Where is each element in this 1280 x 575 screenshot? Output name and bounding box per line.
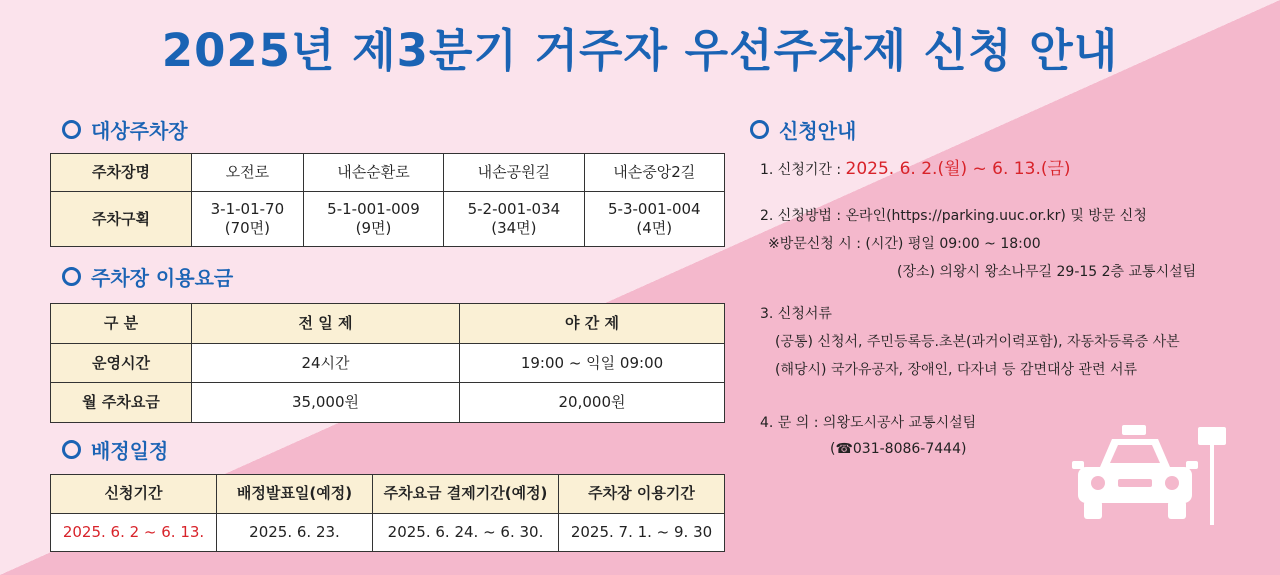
table-header-cell: 야 간 제: [460, 304, 725, 344]
lot-count: (34면): [491, 219, 537, 237]
lot-code: 5-1-001-009: [327, 200, 420, 219]
table-cell: 35,000원: [192, 383, 460, 423]
visit-time-line: ※방문신청 시 : (시간) 평일 09:00 ~ 18:00: [768, 236, 1041, 252]
table-header-cell: 월 주차요금: [51, 383, 192, 423]
apply-period-label: 1. 신청기간 :: [760, 162, 842, 178]
table-row: [51, 383, 725, 423]
parking-lot-table: [50, 153, 725, 247]
lot-space-cell: [303, 192, 443, 247]
table-header-cell: 신청기간: [51, 475, 217, 514]
circle-bullet-icon: [750, 120, 769, 139]
schedule-table: [50, 474, 725, 552]
schedule-use-period: 2025. 7. 1. ~ 9. 30: [559, 513, 725, 552]
lot-space-cell: [444, 192, 584, 247]
section-heading-schedule-label: 배정일정: [91, 439, 169, 463]
lot-space-cell: [584, 192, 724, 247]
table-header-cell: 주차장명: [51, 154, 192, 192]
table-row: [51, 513, 725, 552]
contact-line: 4. 문 의 : 의왕도시공사 교통시설팀: [760, 415, 977, 431]
schedule-apply-period: 2025. 6. 2 ~ 6. 13.: [51, 513, 217, 552]
section-heading-parking-label: 대상주차장: [91, 119, 188, 143]
circle-bullet-icon: [62, 120, 81, 139]
visit-place-line: (장소) 의왕시 왕소나무길 29-15 2층 교통시설팀: [897, 264, 1197, 280]
circle-bullet-icon: [62, 267, 81, 286]
table-header-cell: 주차구획: [51, 192, 192, 247]
section-heading-fee-label: 주차장 이용요금: [91, 266, 234, 290]
table-cell: 19:00 ~ 익일 09:00: [460, 343, 725, 383]
section-heading-parking: [62, 115, 188, 144]
apply-period-line: [760, 154, 1071, 179]
table-header-cell: 주차요금 결제기간(예정): [373, 475, 559, 514]
table-header-cell: 전 일 제: [192, 304, 460, 344]
table-header-cell: 운영시간: [51, 343, 192, 383]
apply-method-line: 2. 신청방법 : 온라인(https://parking.uuc.or.kr) 및 방문 신청: [760, 208, 1147, 224]
section-heading-apply-label: 신청안내: [779, 119, 857, 143]
lot-name-cell: 내손공원길: [444, 154, 584, 192]
lot-name-cell: 내손중앙2길: [584, 154, 724, 192]
table-row: [51, 304, 725, 344]
lot-space-cell: [192, 192, 304, 247]
schedule-announce-date: 2025. 6. 23.: [217, 513, 373, 552]
table-row: [51, 343, 725, 383]
section-heading-apply: [750, 115, 856, 144]
lot-code: 5-3-001-004: [607, 200, 701, 219]
apply-period-value: 2025. 6. 2.(월) ~ 6. 13.(금): [845, 159, 1071, 179]
contact-phone: (☎031-8086-7444): [830, 441, 967, 457]
lot-code: 3-1-01-70: [210, 200, 285, 219]
lot-count: (70면): [224, 219, 271, 237]
schedule-payment-period: 2025. 6. 24. ~ 6. 30.: [373, 513, 559, 552]
lot-count: (4면): [636, 219, 673, 237]
page-title: 2025년 제3분기 거주자 우선주차제 신청 안내: [161, 24, 1119, 77]
circle-bullet-icon: [62, 440, 81, 459]
lot-name-cell: 내손순환로: [303, 154, 443, 192]
lot-count: (9면): [355, 219, 392, 237]
docs-applicable-line: (해당시) 국가유공자, 장애인, 다자녀 등 감면대상 관련 서류: [775, 362, 1138, 378]
section-heading-schedule: [62, 435, 168, 464]
table-header-cell: 배정발표일(예정): [217, 475, 373, 514]
table-row: [51, 475, 725, 514]
table-cell: 20,000원: [460, 383, 725, 423]
table-cell: 24시간: [192, 343, 460, 383]
table-header-cell: 주차장 이용기간: [559, 475, 725, 514]
table-header-cell: 구 분: [51, 304, 192, 344]
fee-table: [50, 303, 725, 423]
lot-name-cell: 오전로: [192, 154, 304, 192]
section-heading-fee: [62, 262, 233, 291]
docs-common-line: (공통) 신청서, 주민등록등.초본(과거이력포함), 자동차등록증 사본: [775, 334, 1180, 350]
table-row: [51, 192, 725, 247]
docs-title: 3. 신청서류: [760, 306, 832, 322]
table-row: [51, 154, 725, 192]
lot-code: 5-2-001-034: [467, 200, 561, 219]
car-parking-sign-icon: [1070, 425, 1240, 525]
